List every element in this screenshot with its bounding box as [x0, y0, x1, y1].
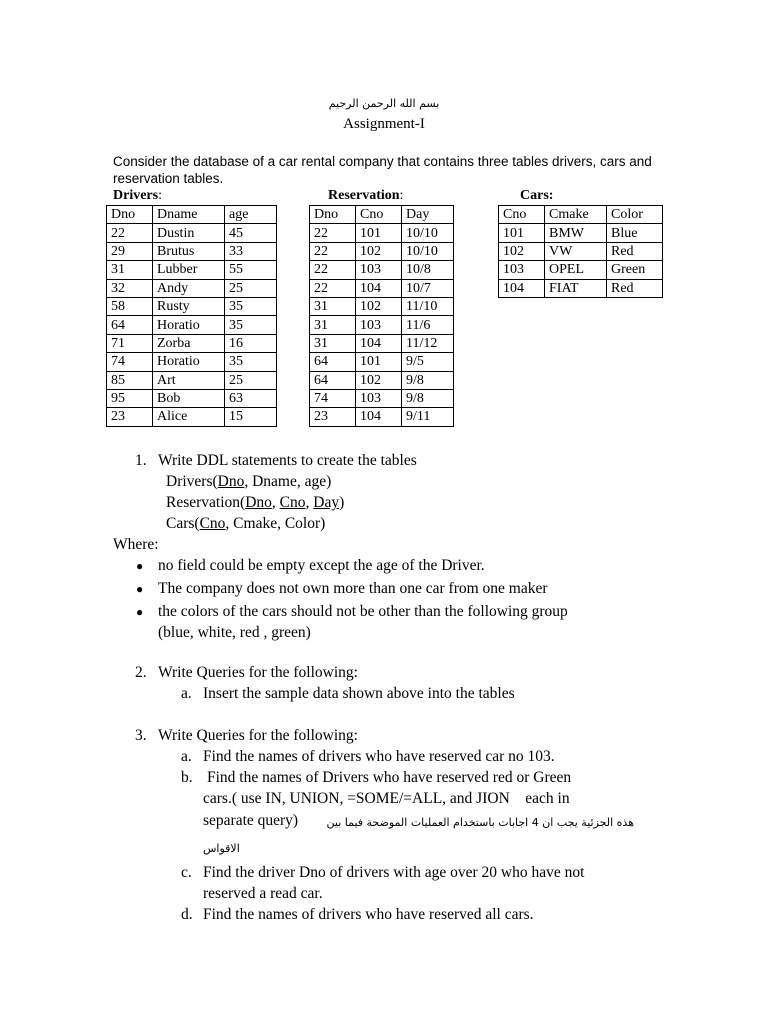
- constraint-bullet-2: The company does not own more than one car from one maker: [158, 580, 548, 597]
- table-row: [310, 224, 454, 242]
- bullet-dot: ●: [136, 605, 144, 619]
- drivers-header-cell: Dname: [153, 206, 225, 224]
- drivers-cell: 58: [107, 297, 153, 315]
- q1-number: 1.: [135, 452, 147, 469]
- table-row: [499, 261, 663, 279]
- reservation-cell: 9/11: [402, 408, 454, 426]
- drivers-cell: 95: [107, 389, 153, 407]
- drivers-cell: 29: [107, 242, 153, 260]
- reservation-cell: 10/10: [402, 224, 454, 242]
- drivers-header-cell: age: [225, 206, 277, 224]
- drivers-cell: 32: [107, 279, 153, 297]
- reservation-cell: 103: [356, 261, 402, 279]
- schema-reservation: [166, 492, 344, 513]
- reservation-cell: 102: [356, 297, 402, 315]
- drivers-cell: 63: [225, 389, 277, 407]
- table-row: [310, 316, 454, 334]
- schema-drivers: [166, 471, 331, 492]
- drivers-cell: 35: [225, 353, 277, 371]
- drivers-label-text: Drivers: [113, 188, 159, 203]
- q3b-line1: Find the names of Drivers who have reserved red or Green: [207, 769, 572, 786]
- bullet-dot: ●: [136, 559, 144, 573]
- q3a-letter: a.: [181, 748, 192, 765]
- table-row: [310, 261, 454, 279]
- cars-header-cell: Cno: [499, 206, 545, 224]
- cars-label-text: Cars: [520, 188, 549, 203]
- cars-cell: VW: [545, 242, 607, 260]
- table-row: [107, 371, 277, 389]
- q3b-arabic-note-cont: الاقواس: [203, 842, 240, 855]
- reservation-cell: 22: [310, 261, 356, 279]
- drivers-cell: Brutus: [153, 242, 225, 260]
- drivers-label-colon: :: [158, 188, 162, 203]
- reservation-label: [328, 188, 403, 204]
- reservation-cell: 10/7: [402, 279, 454, 297]
- q2-number: 2.: [135, 664, 147, 681]
- q3b-line2: cars.( use IN, UNION, =SOME/=ALL, and JION each in: [203, 790, 570, 807]
- q3c-line1: Find the driver Dno of drivers with age over 20 who have not: [203, 864, 585, 881]
- drivers-cell: 33: [225, 242, 277, 260]
- cars-cell: 104: [499, 279, 545, 297]
- schema-cars-rest: , Cmake, Color): [225, 515, 326, 532]
- schema-drivers-rest: , Dname, age): [244, 473, 332, 490]
- reservation-table: [309, 205, 454, 427]
- reservation-header-cell: Dno: [310, 206, 356, 224]
- q3c-line2: reserved a read car.: [203, 885, 323, 902]
- cars-label: Cars:: [520, 188, 554, 203]
- table-row: [310, 334, 454, 352]
- q3a-text: Find the names of drivers who have reserved car no 103.: [203, 748, 555, 765]
- schema-reservation-sep2: ,: [305, 494, 314, 511]
- q2a-letter: a.: [181, 685, 192, 702]
- q3c-letter: c.: [181, 864, 192, 881]
- drivers-cell: 71: [107, 334, 153, 352]
- cars-cell: FIAT: [545, 279, 607, 297]
- cars-header-row: [499, 206, 663, 224]
- reservation-header-cell: Cno: [356, 206, 402, 224]
- assignment-title: Assignment-I: [343, 116, 425, 132]
- drivers-cell: Lubber: [153, 261, 225, 279]
- reservation-cell: 103: [356, 316, 402, 334]
- table-row: [310, 297, 454, 315]
- drivers-cell: Dustin: [153, 224, 225, 242]
- table-row: [107, 334, 277, 352]
- table-row: [310, 242, 454, 260]
- reservation-cell: 104: [356, 408, 402, 426]
- reservation-cell: 9/5: [402, 353, 454, 371]
- schema-reservation-sep1: ,: [271, 494, 280, 511]
- reservation-cell: 64: [310, 371, 356, 389]
- reservation-cell: 74: [310, 389, 356, 407]
- table-row: [310, 371, 454, 389]
- drivers-header-cell: Dno: [107, 206, 153, 224]
- q2a-text: Insert the sample data shown above into the tables: [203, 685, 515, 702]
- cars-table: [498, 205, 663, 298]
- drivers-cell: 16: [225, 334, 277, 352]
- table-row: [107, 297, 277, 315]
- table-row: [499, 279, 663, 297]
- schema-cars: [166, 513, 325, 534]
- table-row: [107, 261, 277, 279]
- drivers-cell: Rusty: [153, 297, 225, 315]
- drivers-cell: 23: [107, 408, 153, 426]
- q3d-letter: d.: [181, 906, 193, 923]
- drivers-cell: 25: [225, 279, 277, 297]
- table-row: [107, 224, 277, 242]
- constraint-bullet-3-cont: (blue, white, red , green): [158, 624, 311, 641]
- reservation-header-row: [310, 206, 454, 224]
- schema-drivers-key: Dno: [217, 473, 245, 490]
- drivers-cell: 22: [107, 224, 153, 242]
- reservation-cell: 11/6: [402, 316, 454, 334]
- reservation-cell: 22: [310, 242, 356, 260]
- bismillah-header: بسم الله الرحمن الرحيم: [328, 97, 440, 110]
- schema-cars-name: Cars(: [166, 515, 200, 532]
- reservation-cell: 22: [310, 224, 356, 242]
- cars-cell: Blue: [607, 224, 663, 242]
- schema-reservation-key1: Dno: [245, 494, 272, 511]
- drivers-cell: Art: [153, 371, 225, 389]
- q1-text: Write DDL statements to create the tables: [158, 452, 417, 469]
- reservation-cell: 64: [310, 353, 356, 371]
- reservation-cell: 101: [356, 353, 402, 371]
- table-row: [310, 389, 454, 407]
- reservation-cell: 31: [310, 316, 356, 334]
- table-row: [107, 316, 277, 334]
- drivers-cell: 35: [225, 297, 277, 315]
- drivers-cell: 45: [225, 224, 277, 242]
- reservation-cell: 10/10: [402, 242, 454, 260]
- schema-reservation-key2: Cno: [279, 494, 306, 511]
- reservation-cell: 10/8: [402, 261, 454, 279]
- reservation-cell: 101: [356, 224, 402, 242]
- drivers-cell: 85: [107, 371, 153, 389]
- reservation-cell: 9/8: [402, 389, 454, 407]
- table-row: [107, 408, 277, 426]
- cars-cell: 102: [499, 242, 545, 260]
- reservation-cell: 104: [356, 279, 402, 297]
- cars-cell: 103: [499, 261, 545, 279]
- drivers-cell: 74: [107, 353, 153, 371]
- reservation-cell: 104: [356, 334, 402, 352]
- table-row: [107, 353, 277, 371]
- drivers-cell: Horatio: [153, 316, 225, 334]
- reservation-cell: 9/8: [402, 371, 454, 389]
- drivers-cell: Andy: [153, 279, 225, 297]
- where-label: Where:: [113, 536, 159, 553]
- table-row: [310, 279, 454, 297]
- reservation-cell: 11/10: [402, 297, 454, 315]
- reservation-label-text: Reservation: [328, 188, 400, 203]
- drivers-table: [106, 205, 277, 427]
- table-row: [107, 279, 277, 297]
- drivers-cell: Horatio: [153, 353, 225, 371]
- schema-drivers-name: Drivers(: [166, 473, 218, 490]
- cars-cell: 101: [499, 224, 545, 242]
- reservation-cell: 31: [310, 334, 356, 352]
- reservation-cell: 11/12: [402, 334, 454, 352]
- q3-text: Write Queries for the following:: [158, 727, 358, 744]
- drivers-cell: 55: [225, 261, 277, 279]
- reservation-cell: 31: [310, 297, 356, 315]
- cars-cell: Red: [607, 279, 663, 297]
- table-row: [499, 242, 663, 260]
- drivers-cell: Alice: [153, 408, 225, 426]
- reservation-cell: 22: [310, 279, 356, 297]
- q3b-letter: b.: [181, 769, 193, 786]
- drivers-label: [113, 188, 162, 204]
- drivers-cell: 31: [107, 261, 153, 279]
- q3-number: 3.: [135, 727, 147, 744]
- reservation-label-colon: :: [399, 188, 404, 203]
- table-row: [499, 224, 663, 242]
- schema-cars-key: Cno: [199, 515, 226, 532]
- table-row: [310, 353, 454, 371]
- q3b-arabic-note: هذه الجزئية يجب ان 4 اجابات باستخدام العمليات الموضحة فيما بين: [326, 816, 634, 829]
- constraint-bullet-1: no field could be empty except the age of the Driver.: [158, 557, 485, 574]
- drivers-cell: Bob: [153, 389, 225, 407]
- q3b-line3: separate query): [203, 812, 299, 829]
- reservation-cell: 103: [356, 389, 402, 407]
- drivers-cell: 64: [107, 316, 153, 334]
- schema-reservation-name: Reservation(: [166, 494, 246, 511]
- drivers-cell: 25: [225, 371, 277, 389]
- cars-cell: OPEL: [545, 261, 607, 279]
- q2-text: Write Queries for the following:: [158, 664, 358, 681]
- cars-cell: Red: [607, 242, 663, 260]
- drivers-header-row: [107, 206, 277, 224]
- intro-paragraph: Consider the database of a car rental company that contains three tables drivers, cars and reservation tables.: [113, 154, 652, 186]
- schema-reservation-end: ): [339, 494, 345, 511]
- cars-header-cell: Color: [607, 206, 663, 224]
- drivers-cell: 35: [225, 316, 277, 334]
- cars-header-cell: Cmake: [545, 206, 607, 224]
- reservation-header-cell: Day: [402, 206, 454, 224]
- constraint-bullet-3: the colors of the cars should not be other than the following group: [158, 603, 568, 620]
- bullet-dot: ●: [136, 582, 144, 596]
- drivers-cell: 15: [225, 408, 277, 426]
- cars-cell: Green: [607, 261, 663, 279]
- drivers-cell: Zorba: [153, 334, 225, 352]
- table-row: [310, 408, 454, 426]
- table-row: [107, 242, 277, 260]
- reservation-cell: 23: [310, 408, 356, 426]
- q3d-text: Find the names of drivers who have reserved all cars.: [203, 906, 534, 923]
- reservation-cell: 102: [356, 242, 402, 260]
- table-row: [107, 389, 277, 407]
- cars-cell: BMW: [545, 224, 607, 242]
- schema-reservation-key3: Day: [313, 494, 340, 511]
- reservation-cell: 102: [356, 371, 402, 389]
